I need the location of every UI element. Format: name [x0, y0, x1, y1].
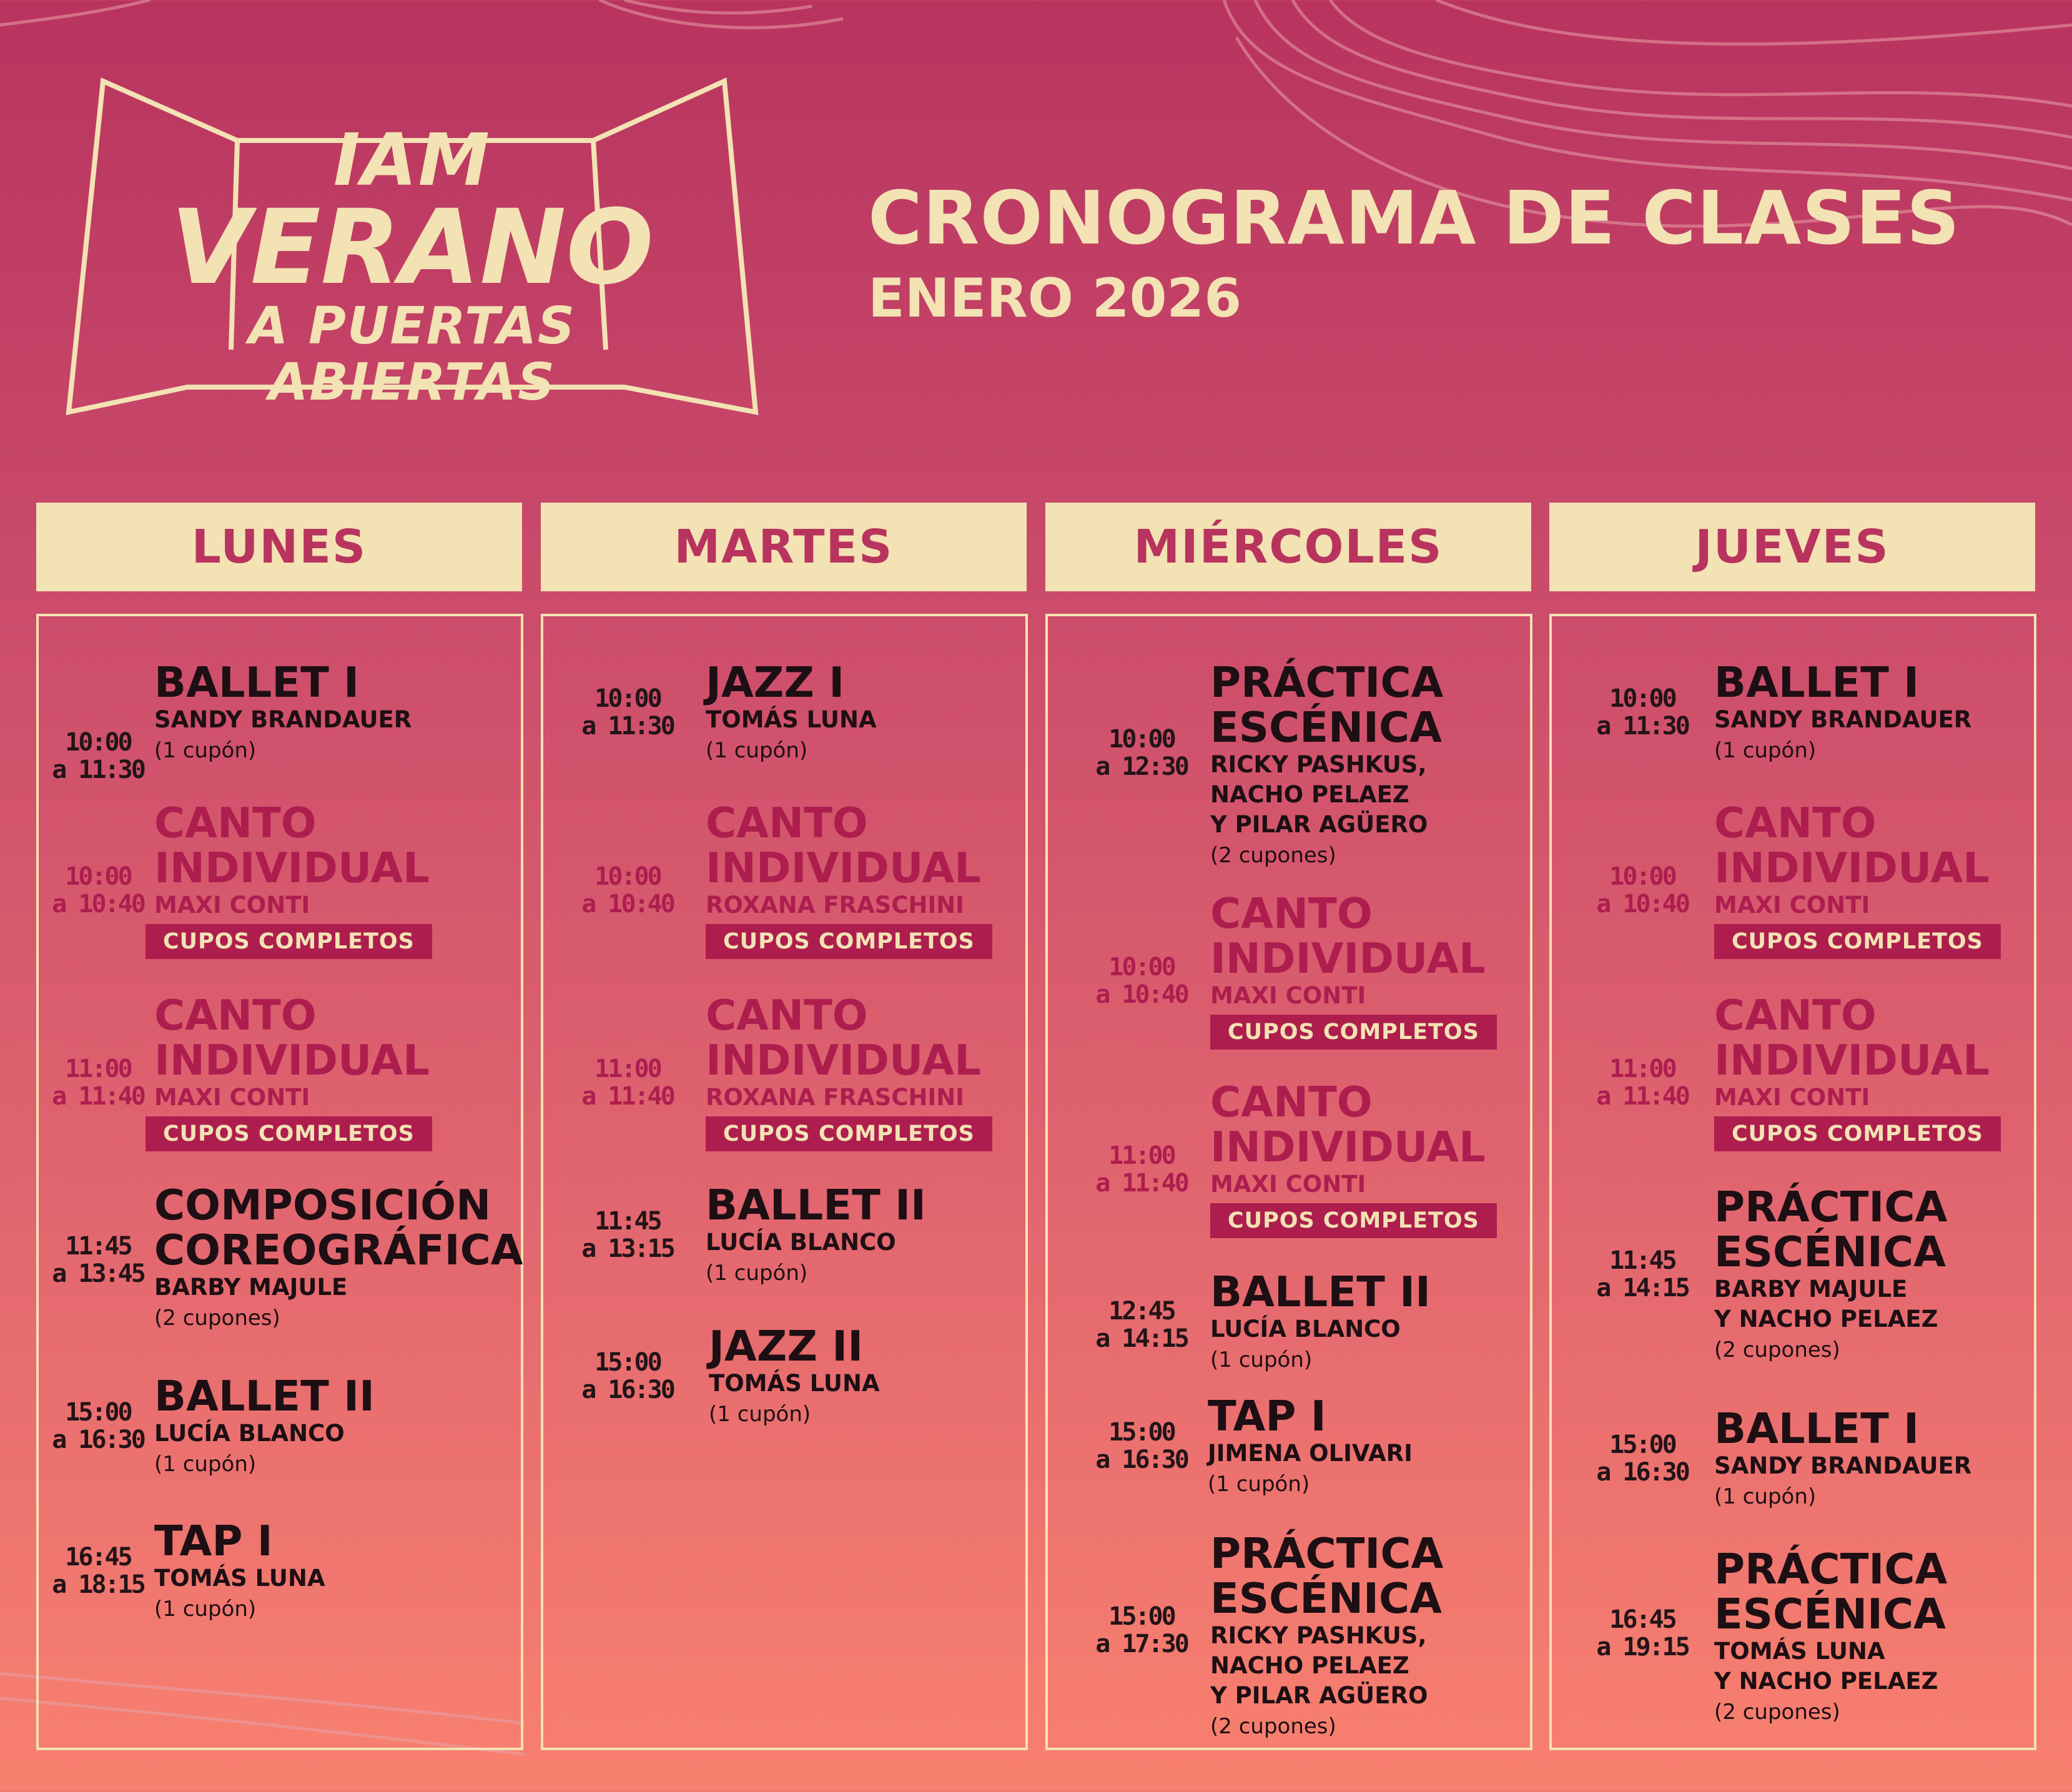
- class-start: 10:00: [65, 728, 131, 757]
- logo-line-1: IAM: [333, 119, 491, 202]
- class-time: [1088, 953, 1195, 1008]
- class-teacher: RICKY PASHKUS,: [1210, 1622, 1427, 1649]
- class-end: a 17:30: [1095, 1630, 1188, 1658]
- class-time: [1088, 726, 1195, 780]
- logo-line-4: ABIERTAS: [268, 353, 556, 412]
- full-badge: CUPOS COMPLETOS: [146, 924, 432, 959]
- class-teacher: SANDY BRANDAUER: [1714, 706, 1972, 733]
- class-time: [1589, 1247, 1695, 1302]
- day-header-lunes: LUNES: [36, 503, 522, 591]
- class-end: a 10:40: [52, 890, 144, 918]
- class-time: [1088, 1142, 1195, 1197]
- class-time: [1589, 1431, 1695, 1486]
- class-end: a 11:40: [1596, 1082, 1689, 1111]
- class-teacher: LUCÍA BLANCO: [1210, 1316, 1401, 1342]
- class-name: CANTO: [706, 991, 868, 1040]
- class-start: 10:00: [1609, 862, 1675, 891]
- class-time: [45, 1055, 151, 1110]
- class-coupons: (1 cupón): [154, 1452, 257, 1477]
- class-end: a 16:30: [581, 1376, 674, 1404]
- class-coupons: (1 cupón): [706, 1261, 808, 1286]
- class-end: a 13:45: [52, 1259, 144, 1288]
- class-name: CANTO: [154, 799, 317, 847]
- class-teacher-line2: NACHO PELAEZ: [1210, 1652, 1409, 1679]
- class-end: a 13:15: [581, 1234, 674, 1263]
- class-name: CANTO: [706, 799, 868, 847]
- class-coupons: (2 cupones): [1210, 843, 1336, 868]
- page-title: CRONOGRAMA DE CLASES: [868, 175, 1961, 261]
- class-teacher: SANDY BRANDAUER: [154, 706, 412, 733]
- class-end: a 11:40: [1095, 1169, 1188, 1198]
- class-coupons: (1 cupón): [1714, 1484, 1817, 1509]
- class-time: [1088, 1603, 1195, 1658]
- class-time: [575, 1208, 681, 1263]
- class-start: 16:45: [1609, 1605, 1675, 1634]
- class-time: [1589, 1055, 1695, 1110]
- class-teacher: TOMÁS LUNA: [1714, 1638, 1885, 1665]
- class-name: CANTO: [1714, 991, 1877, 1040]
- full-badge: CUPOS COMPLETOS: [706, 924, 992, 959]
- class-start: 11:00: [65, 1055, 131, 1083]
- class-time: [1589, 1606, 1695, 1661]
- full-badge: CUPOS COMPLETOS: [706, 1116, 992, 1151]
- class-start: 11:00: [1609, 1055, 1675, 1083]
- class-name-line2: ESCÉNICA: [1714, 1228, 1946, 1276]
- class-name: PRÁCTICA: [1210, 1529, 1444, 1578]
- class-time: [575, 1349, 681, 1404]
- class-coupons: (2 cupones): [1714, 1700, 1840, 1725]
- class-end: a 10:40: [581, 890, 674, 918]
- class-end: a 11:30: [581, 712, 674, 741]
- full-badge: CUPOS COMPLETOS: [1210, 1203, 1497, 1238]
- class-name-line2: ESCÉNICA: [1714, 1590, 1946, 1638]
- class-end: a 10:40: [1596, 890, 1689, 918]
- class-time: [575, 1055, 681, 1110]
- class-end: a 16:30: [52, 1425, 144, 1454]
- class-start: 10:00: [1108, 725, 1175, 754]
- class-teacher: BARBY MAJULE: [1714, 1276, 1908, 1302]
- class-teacher-line3: Y PILAR AGÜERO: [1210, 811, 1428, 838]
- class-time: [1088, 1297, 1195, 1352]
- class-end: a 11:30: [52, 756, 144, 784]
- class-teacher: ROXANA FRASCHINI: [706, 1084, 964, 1111]
- class-start: 16:45: [65, 1543, 131, 1572]
- class-teacher: TOMÁS LUNA: [709, 1370, 880, 1397]
- class-time: [1589, 863, 1695, 918]
- day-column-lunes: [36, 614, 523, 1750]
- class-teacher: TOMÁS LUNA: [154, 1565, 325, 1592]
- class-name: COMPOSICIÓN: [154, 1181, 491, 1229]
- class-start: 11:45: [594, 1207, 661, 1236]
- class-end: a 10:40: [1095, 980, 1188, 1009]
- class-time: [45, 1399, 151, 1454]
- class-name: BALLET I: [1714, 658, 1920, 707]
- full-badge: CUPOS COMPLETOS: [1714, 924, 2001, 959]
- class-name: CANTO: [1210, 1078, 1373, 1126]
- class-coupons: (1 cupón): [709, 1402, 811, 1427]
- class-teacher: LUCÍA BLANCO: [706, 1229, 896, 1256]
- page-subtitle: ENERO 2026: [868, 267, 1242, 330]
- class-name: JAZZ I: [706, 658, 845, 707]
- class-teacher: SANDY BRANDAUER: [1714, 1452, 1972, 1479]
- class-name: BALLET I: [1714, 1404, 1920, 1453]
- class-start: 10:00: [65, 862, 131, 891]
- class-start: 15:00: [594, 1348, 661, 1377]
- class-teacher-line2: NACHO PELAEZ: [1210, 781, 1409, 808]
- class-end: a 18:15: [52, 1570, 144, 1599]
- class-start: 10:00: [594, 684, 661, 713]
- logo: [62, 75, 762, 425]
- class-time: [45, 1233, 151, 1287]
- full-badge: CUPOS COMPLETOS: [1210, 1015, 1497, 1050]
- class-name-line2: INDIVIDUAL: [706, 844, 981, 892]
- class-name-line2: INDIVIDUAL: [706, 1036, 981, 1085]
- class-teacher: MAXI CONTI: [1210, 982, 1366, 1009]
- class-name: TAP I: [1208, 1392, 1326, 1440]
- class-name-line2: INDIVIDUAL: [1210, 1123, 1486, 1171]
- class-coupons: (1 cupón): [1210, 1347, 1313, 1372]
- class-teacher: LUCÍA BLANCO: [154, 1420, 345, 1447]
- class-start: 15:00: [1609, 1430, 1675, 1459]
- class-teacher: MAXI CONTI: [1714, 1084, 1870, 1111]
- class-teacher: BARBY MAJULE: [154, 1274, 348, 1301]
- class-start: 15:00: [1108, 1602, 1175, 1631]
- class-time: [45, 1543, 151, 1598]
- class-time: [45, 729, 151, 784]
- class-start: 15:00: [65, 1398, 131, 1427]
- class-start: 11:00: [1108, 1141, 1175, 1170]
- class-end: a 11:40: [581, 1082, 674, 1111]
- class-start: 15:00: [1108, 1418, 1175, 1447]
- class-time: [1088, 1419, 1195, 1474]
- class-time: [45, 863, 151, 918]
- class-name: PRÁCTICA: [1714, 1183, 1948, 1231]
- class-teacher: JIMENA OLIVARI: [1208, 1440, 1413, 1467]
- full-badge: CUPOS COMPLETOS: [1714, 1116, 2001, 1151]
- class-name: BALLET II: [706, 1181, 926, 1229]
- class-end: a 11:40: [52, 1082, 144, 1111]
- class-name: CANTO: [1210, 889, 1373, 938]
- class-name: TAP I: [154, 1517, 273, 1565]
- class-coupons: (1 cupón): [1714, 738, 1817, 763]
- class-teacher-line2: Y NACHO PELAEZ: [1714, 1306, 1938, 1332]
- class-coupons: (1 cupón): [154, 738, 257, 763]
- class-coupons: (2 cupones): [1714, 1337, 1840, 1362]
- class-teacher: MAXI CONTI: [154, 892, 310, 918]
- class-teacher: MAXI CONTI: [1714, 892, 1870, 918]
- class-end: a 11:30: [1596, 712, 1689, 741]
- class-start: 11:45: [1609, 1246, 1675, 1275]
- class-start: 10:00: [594, 862, 661, 891]
- full-badge: CUPOS COMPLETOS: [146, 1116, 432, 1151]
- class-coupons: (2 cupones): [154, 1306, 280, 1331]
- class-time: [1589, 685, 1695, 740]
- class-teacher-line3: Y PILAR AGÜERO: [1210, 1682, 1428, 1709]
- class-time: [575, 863, 681, 918]
- class-name: CANTO: [1714, 799, 1877, 847]
- day-header-jueves: JUEVES: [1549, 503, 2035, 591]
- class-end: a 16:30: [1596, 1458, 1689, 1487]
- class-name-line2: ESCÉNICA: [1210, 703, 1442, 752]
- class-teacher: ROXANA FRASCHINI: [706, 892, 964, 918]
- day-header-miercoles: MIÉRCOLES: [1045, 503, 1531, 591]
- class-name-line2: INDIVIDUAL: [1210, 934, 1486, 983]
- logo-line-2: VERANO: [170, 187, 654, 307]
- class-name-line2: INDIVIDUAL: [154, 1036, 430, 1085]
- logo-line-3: A PUERTAS: [248, 297, 576, 356]
- class-start: 11:00: [594, 1055, 661, 1083]
- day-column-jueves: [1549, 614, 2036, 1750]
- class-end: a 19:15: [1596, 1633, 1689, 1662]
- class-start: 11:45: [65, 1232, 131, 1261]
- class-name: BALLET I: [154, 658, 360, 707]
- class-name-line2: INDIVIDUAL: [1714, 1036, 1990, 1085]
- class-time: [575, 685, 681, 740]
- class-coupons: (2 cupones): [1210, 1714, 1336, 1739]
- class-name: BALLET II: [1210, 1268, 1431, 1316]
- class-start: 10:00: [1609, 684, 1675, 713]
- class-name-line2: INDIVIDUAL: [154, 844, 430, 892]
- class-coupons: (1 cupón): [154, 1597, 257, 1622]
- class-coupons: (1 cupón): [1208, 1472, 1310, 1497]
- class-teacher: MAXI CONTI: [154, 1084, 310, 1111]
- class-teacher: TOMÁS LUNA: [706, 706, 877, 733]
- class-teacher: MAXI CONTI: [1210, 1171, 1366, 1198]
- day-header-martes: MARTES: [541, 503, 1027, 591]
- class-name-line2: COREOGRÁFICA: [154, 1226, 523, 1274]
- class-start: 10:00: [1108, 953, 1175, 982]
- class-name-line2: ESCÉNICA: [1210, 1574, 1442, 1623]
- class-start: 12:45: [1108, 1297, 1175, 1326]
- class-teacher-line2: Y NACHO PELAEZ: [1714, 1668, 1938, 1695]
- class-name: BALLET II: [154, 1372, 375, 1420]
- class-teacher: RICKY PASHKUS,: [1210, 751, 1427, 778]
- class-coupons: (1 cupón): [706, 738, 808, 763]
- day-column-miercoles: [1045, 614, 1532, 1750]
- class-name: JAZZ II: [709, 1322, 864, 1371]
- class-end: a 12:30: [1095, 752, 1188, 781]
- class-name: PRÁCTICA: [1714, 1545, 1948, 1593]
- class-name: CANTO: [154, 991, 317, 1040]
- class-name-line2: INDIVIDUAL: [1714, 844, 1990, 892]
- class-end: a 14:15: [1596, 1274, 1689, 1302]
- day-column-martes: [541, 614, 1028, 1750]
- class-end: a 14:15: [1095, 1324, 1188, 1353]
- class-name: PRÁCTICA: [1210, 658, 1444, 707]
- class-end: a 16:30: [1095, 1445, 1188, 1474]
